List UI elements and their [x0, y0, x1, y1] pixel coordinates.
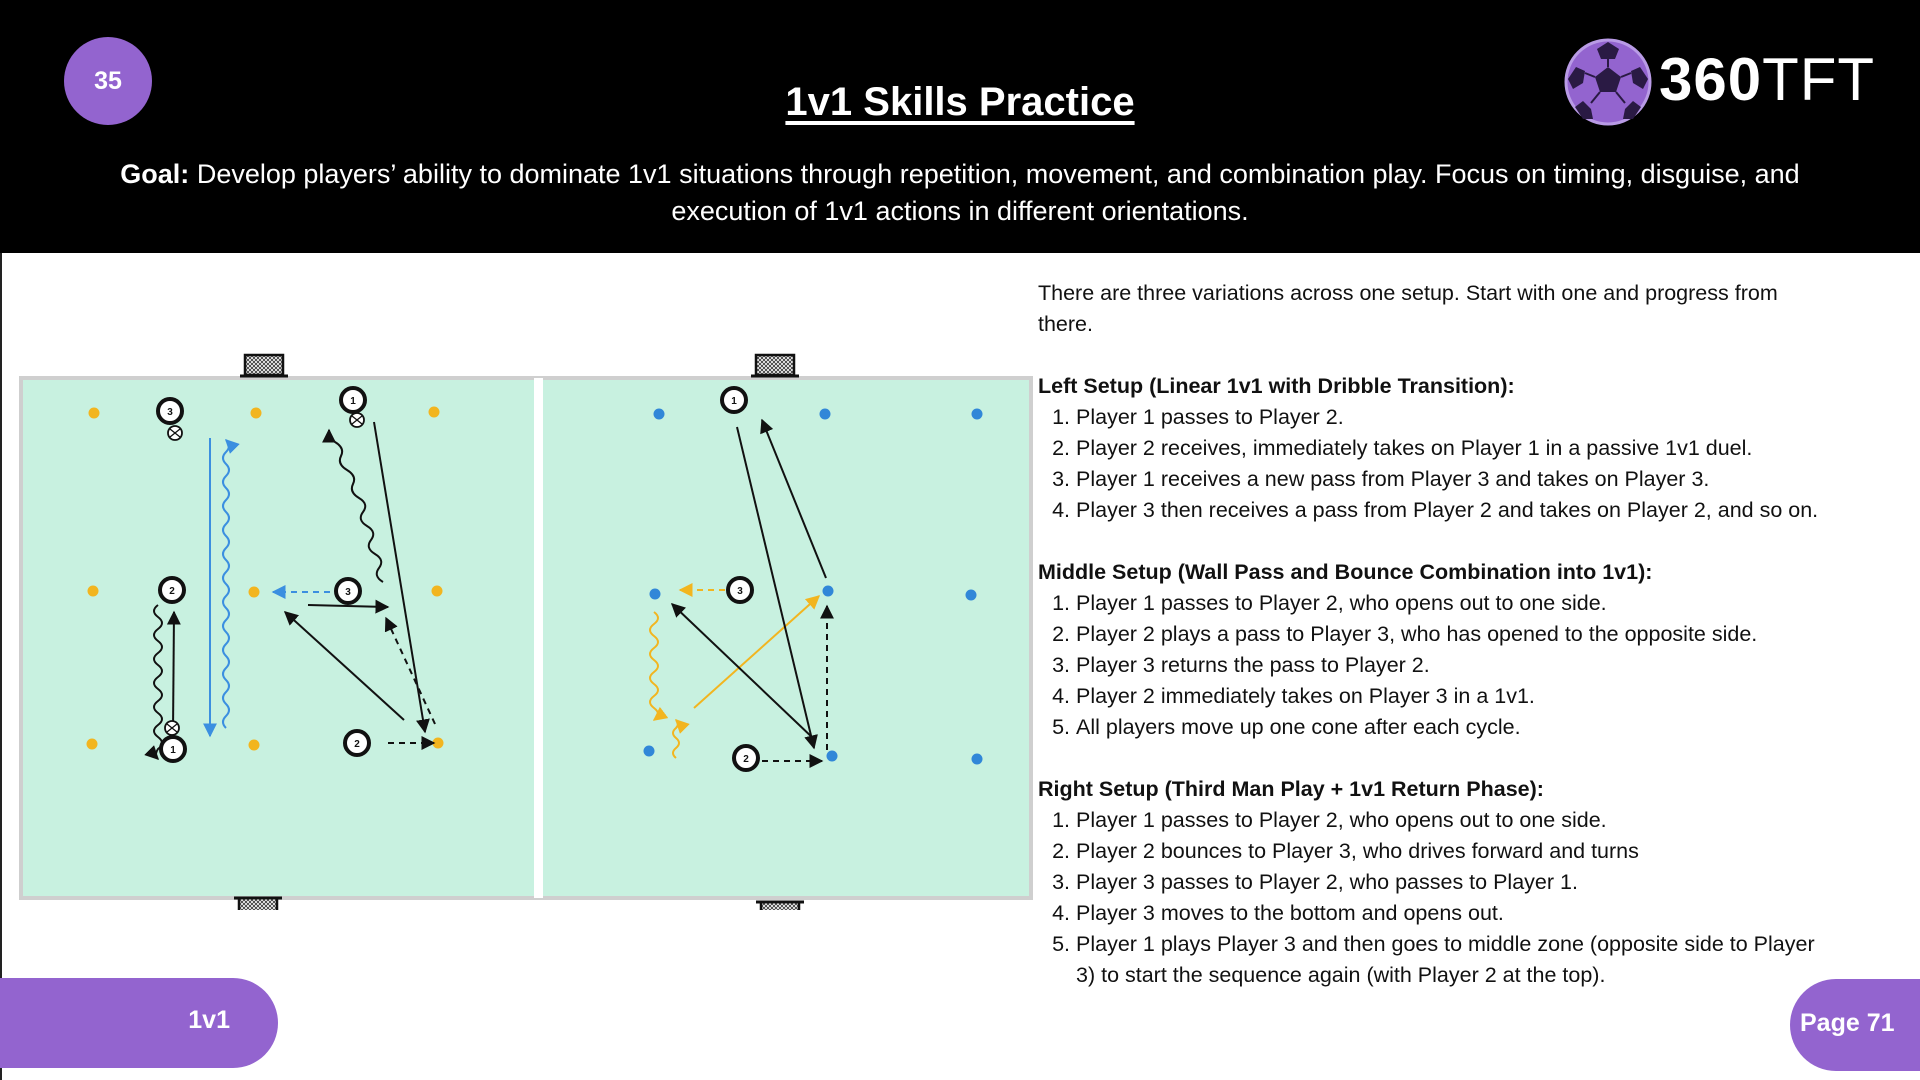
section-tab-label: 1v1 [188, 1006, 230, 1034]
svg-text:2: 2 [743, 754, 749, 765]
instructions-panel [1038, 278, 1838, 991]
brand-logo [1563, 37, 1883, 127]
cone [433, 738, 444, 749]
goal-top-right [751, 355, 799, 376]
player-marker [722, 388, 746, 412]
section-tab [0, 978, 278, 1068]
svg-text:2: 2 [169, 586, 175, 597]
list-item: 4. Player 3 moves to the bottom and opens out. [1076, 898, 1838, 929]
pitch-background [21, 378, 1031, 898]
goal-text: Develop players’ ability to dominate 1v1 situations through repetition, movement, and combination play. Focus on timing, disguise, and execution of 1v1 actions in different orientations. [189, 159, 1800, 226]
player-marker [336, 579, 360, 603]
player-marker [728, 578, 752, 602]
list-item: 5. All players move up one cone after each cycle. [1076, 712, 1838, 743]
list-item: 3. Player 3 returns the pass to Player 2. [1076, 650, 1838, 681]
svg-text:2: 2 [354, 739, 360, 750]
goal-top-left [240, 355, 288, 376]
section-heading: Middle Setup (Wall Pass and Bounce Combination into 1v1): [1038, 560, 1653, 584]
cone [644, 746, 655, 757]
cone [88, 586, 99, 597]
list-item: 4. Player 3 then receives a pass from Player 2 and takes on Player 2, and so on. [1076, 495, 1838, 526]
svg-text:1: 1 [170, 745, 176, 756]
list-item: 4. Player 2 immediately takes on Player 3 in a 1v1. [1076, 681, 1838, 712]
cone [820, 409, 831, 420]
drill-diagram [18, 350, 1034, 910]
brand-wordmark: 360TFT [1659, 46, 1876, 113]
page-number-tab [1790, 979, 1920, 1071]
svg-text:3: 3 [737, 586, 743, 597]
list-item: 3. Player 3 passes to Player 2, who passes to Player 1. [1076, 867, 1838, 898]
ball-icon [165, 721, 179, 735]
cone [429, 407, 440, 418]
player-marker [161, 737, 185, 761]
cone [89, 408, 100, 419]
cone [972, 409, 983, 420]
player-marker [158, 399, 182, 423]
page-title: 1v1 Skills Practice [785, 80, 1135, 124]
instruction-list [1038, 402, 1838, 526]
section-heading: Right Setup (Third Man Play + 1v1 Return Phase): [1038, 777, 1544, 801]
list-item: 5. Player 1 plays Player 3 and then goes to middle zone (opposite side to Player 3) to start the sequence again (with Player 2 at the top). [1076, 929, 1838, 991]
player-marker [341, 388, 365, 412]
cone [251, 408, 262, 419]
soccer-ball-icon [1563, 37, 1653, 127]
list-item: 2. Player 2 plays a pass to Player 3, who has opened to the opposite side. [1076, 619, 1838, 650]
svg-text:1: 1 [731, 396, 737, 407]
player-marker [345, 731, 369, 755]
list-item: 2. Player 2 bounces to Player 3, who drives forward and turns [1076, 836, 1838, 867]
goal-bottom-left [234, 898, 282, 910]
cone [650, 589, 661, 600]
goal-bottom-right [756, 902, 804, 910]
header-bar [0, 0, 1920, 253]
goal-statement [110, 156, 1810, 230]
list-item: 2. Player 2 receives, immediately takes on Player 1 in a passive 1v1 duel. [1076, 433, 1838, 464]
ball-icon [168, 426, 182, 440]
page-left-rule [0, 253, 2, 1080]
intro-text: There are three variations across one setup. Start with one and progress from there. [1038, 281, 1778, 336]
svg-text:3: 3 [167, 407, 173, 418]
player-marker [160, 578, 184, 602]
svg-text:1: 1 [350, 396, 356, 407]
cone [823, 586, 834, 597]
cone [966, 590, 977, 601]
list-item: 1. Player 1 passes to Player 2, who opens out to one side. [1076, 588, 1838, 619]
pass-arrow [173, 612, 174, 732]
cone [249, 740, 260, 751]
goal-label: Goal: [120, 159, 190, 189]
instruction-list [1038, 805, 1838, 991]
cone [87, 739, 98, 750]
cone [972, 754, 983, 765]
cone [827, 751, 838, 762]
ball-icon [350, 413, 364, 427]
instruction-list [1038, 588, 1838, 743]
page-number-label: Page 71 [1800, 1009, 1895, 1037]
section-heading: Left Setup (Linear 1v1 with Dribble Transition): [1038, 374, 1515, 398]
pitch-divider [534, 378, 543, 898]
list-item: 1. Player 1 passes to Player 2, who opens out to one side. [1076, 805, 1838, 836]
cone [249, 587, 260, 598]
page-number-badge: 35 [64, 37, 152, 125]
list-item: 1. Player 1 passes to Player 2. [1076, 402, 1838, 433]
cone [654, 409, 665, 420]
list-item: 3. Player 1 receives a new pass from Player 3 and takes on Player 3. [1076, 464, 1838, 495]
svg-text:3: 3 [345, 587, 351, 598]
cone [432, 586, 443, 597]
player-marker [734, 746, 758, 770]
